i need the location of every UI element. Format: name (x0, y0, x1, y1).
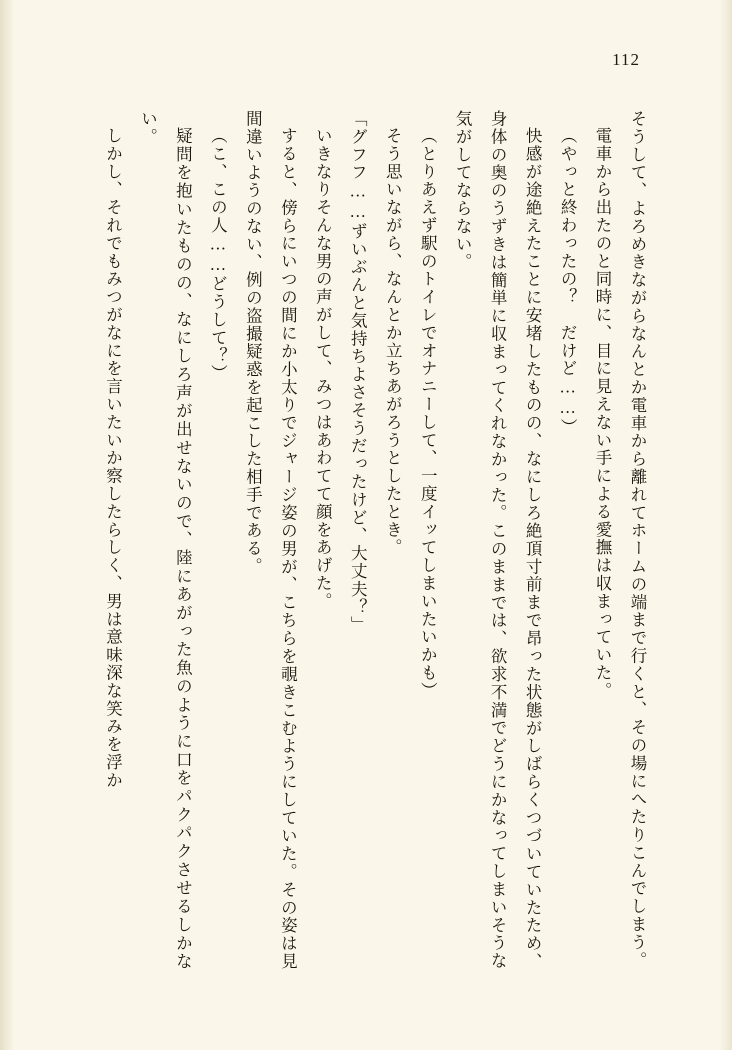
paragraph: しかし、それでもみつがなにを言いたいか察したらしく、男は意味深な笑みを浮か (103, 126, 123, 789)
paragraph: すると、傍らにいつの間にか小太りでジャージ姿の男が、こちらを覗きこむようにしていた。その姿は見間違いようのない、例の盗撮疑惑を起こした相手である。 (243, 110, 298, 970)
paragraph: （とりあえず駅のトイレでオナニーして、一度イッてしまいたいかも） (418, 126, 438, 700)
paragraph: （やっと終わったの？ だけど……） (558, 126, 578, 436)
page-body-text (86, 110, 654, 970)
paragraph: （こ、この人……どうして？） (208, 126, 228, 383)
paragraph: いきなりそんな男の声がして、みつはあわてて顔をあげた。 (313, 126, 333, 610)
paragraph: 電車から出たのと同時に、目に見えない手による愛撫は収まっていた。 (593, 126, 613, 700)
paragraph: 快感が途絶えたことに安堵したものの、なにしろ絶頂寸前まで昂った状態がしばらくつづいていたため、身体の奥のうずきは簡単に収まってくれなかった。このままでは、欲求不満でどうにかなってしまいそうな気がしてならない。 (453, 110, 543, 970)
paragraph: そう思いながら、なんとか立ちあがろうとしたとき。 (383, 126, 403, 557)
page-number: 112 (612, 50, 640, 69)
paragraph: 疑問を抱いたものの、なにしろ声が出せないので、陸にあがった魚のように口をパクパクさせるしかない。 (138, 110, 193, 970)
paragraph: そうして、よろめきながらなんとか電車から離れてホームの端まで行くと、その場にへたりこんでしまう。 (628, 110, 647, 970)
paragraph: 「グフフ……ずいぶんと気持ちよさそうだったけど、大丈夫？」 (348, 110, 368, 635)
